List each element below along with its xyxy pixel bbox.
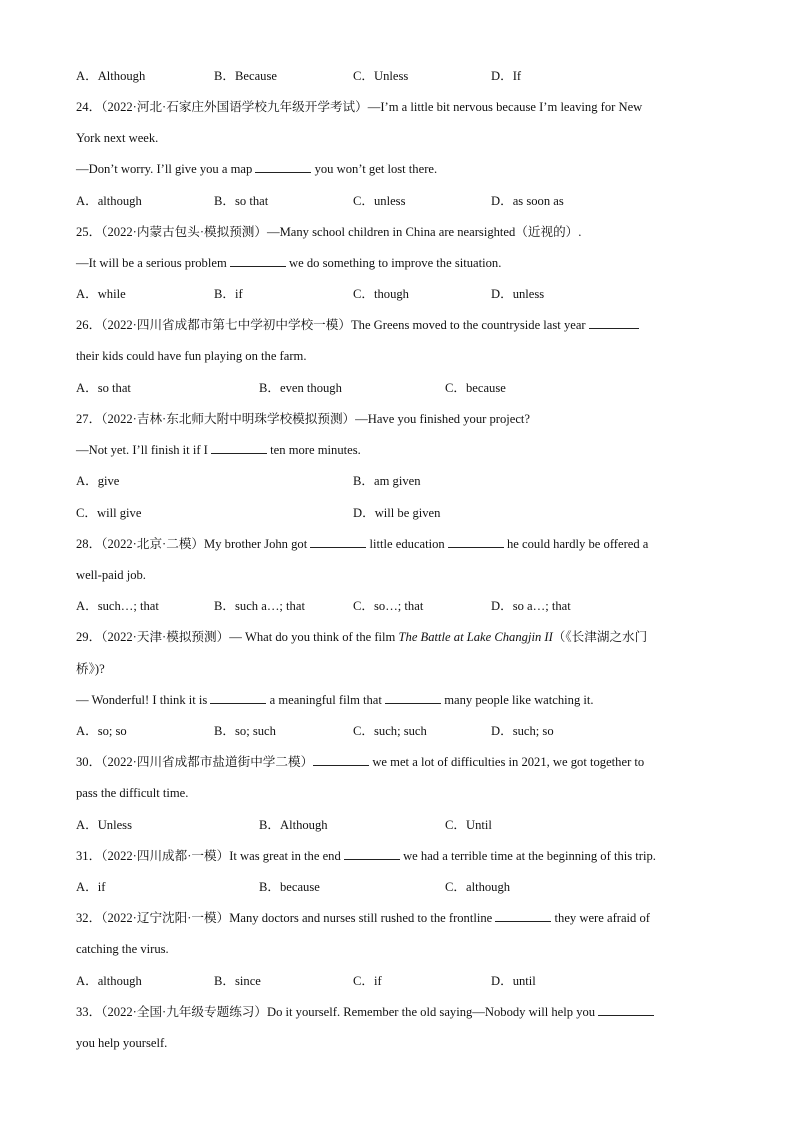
answer-blank[interactable] [255,161,311,173]
q28-option-d[interactable]: D．so a…; that [491,599,571,613]
q29-stem-line1: 29．（2022·天津·模拟预测）— What do you think of the film The Battle at Lake Changjin II（《长津湖之水门 [76,630,648,644]
q29-stem-line2: 桥》)? [76,662,105,676]
q25-option-c[interactable]: C．though [353,287,409,301]
q27-option-c[interactable]: C．will give [76,506,142,520]
q27-stem-line1: 27．（2022·吉林·东北师大附中明珠学校模拟预测）—Have you finished your project? [76,412,531,426]
q30-option-b[interactable]: B．Although [259,818,328,832]
q27-option-b[interactable]: B．am given [353,474,421,488]
q31-option-a[interactable]: A．if [76,880,106,894]
q23-option-d[interactable]: D．If [491,69,522,83]
q30-option-c[interactable]: C．Until [445,818,492,832]
q26-option-a[interactable]: A．so that [76,381,131,395]
q23-option-a[interactable]: A．Although [76,69,146,83]
q27-option-d[interactable]: D．will be given [353,506,441,520]
q32-option-a[interactable]: A．although [76,974,142,988]
q29-option-b[interactable]: B．so; such [214,724,276,738]
q29-stem-line3: — Wonderful! I think it is a meaningful film that many people like watching it. [76,693,594,707]
answer-blank[interactable] [210,692,266,704]
q24-option-d[interactable]: D．as soon as [491,194,564,208]
film-title: The Battle at Lake Changjin II [398,630,553,644]
q29-option-d[interactable]: D．such; so [491,724,554,738]
q33-stem-line1: 33．（2022·全国·九年级专题练习）Do it yourself. Remember the old saying—Nobody will help you [76,1004,726,1020]
q26-stem-line1: 26．（2022·四川省成都市第七中学初中学校一模）The Greens moved to the countryside last year [76,317,726,333]
q28-option-b[interactable]: B．such a…; that [214,599,305,613]
q24-stem-line2: York next week. [76,131,159,145]
q24-stem-line3: —Don’t worry. I’ll give you a map you won’t get lost there. [76,162,438,176]
q25-option-a[interactable]: A．while [76,287,126,301]
q25-stem-line1: 25．（2022·内蒙古包头·模拟预测）—Many school children in China are nearsighted（近视的）. [76,225,582,239]
answer-blank[interactable] [598,1004,654,1016]
q33-stem-line2: you help yourself. [76,1036,168,1050]
q23-option-b[interactable]: B．Because [214,69,277,83]
q31-stem-line1: 31．（2022·四川成都·一模）It was great in the end we had a terrible time at the beginning of this trip. [76,849,656,863]
q28-option-a[interactable]: A．such…; that [76,599,159,613]
answer-blank[interactable] [495,910,551,922]
q30-option-a[interactable]: A．Unless [76,818,132,832]
q28-stem-line1: 28．（2022·北京·二模）My brother John got little education he could hardly be offered a [76,537,649,551]
answer-blank[interactable] [211,442,267,454]
answer-blank[interactable] [385,692,441,704]
q28-option-c[interactable]: C．so…; that [353,599,424,613]
answer-blank[interactable] [313,754,369,766]
q24-option-a[interactable]: A．although [76,194,142,208]
q25-option-b[interactable]: B．if [214,287,243,301]
q32-option-c[interactable]: C．if [353,974,382,988]
q32-stem-line1: 32．（2022·辽宁沈阳·一模）Many doctors and nurses still rushed to the frontline they were afraid of [76,911,650,925]
q32-option-d[interactable]: D．until [491,974,536,988]
q24-stem-line1: 24．（2022·河北·石家庄外国语学校九年级开学考试）—I’m a little bit nervous because I’m leaving for New [76,100,643,114]
q32-stem-line2: catching the virus. [76,942,169,956]
answer-blank[interactable] [230,255,286,267]
q32-option-b[interactable]: B．since [214,974,261,988]
q25-option-d[interactable]: D．unless [491,287,545,301]
q31-option-b[interactable]: B．because [259,880,320,894]
q30-stem-line2: pass the difficult time. [76,786,189,800]
q26-stem-line2: their kids could have fun playing on the farm. [76,349,307,363]
answer-blank[interactable] [344,848,400,860]
q30-stem-line1: 30．（2022·四川省成都市盐道街中学二模） we met a lot of difficulties in 2021, we got together to [76,755,645,769]
q27-option-a[interactable]: A．give [76,474,120,488]
q29-option-a[interactable]: A．so; so [76,724,127,738]
q26-option-b[interactable]: B．even though [259,381,342,395]
q28-stem-line2: well-paid job. [76,568,146,582]
answer-blank[interactable] [589,317,639,329]
q27-stem-line2: —Not yet. I’ll finish it if I ten more minutes. [76,443,361,457]
q24-option-b[interactable]: B．so that [214,194,269,208]
q26-option-c[interactable]: C．because [445,381,506,395]
q24-option-c[interactable]: C．unless [353,194,406,208]
q31-option-c[interactable]: C．although [445,880,511,894]
q29-option-c[interactable]: C．such; such [353,724,427,738]
q25-stem-line2: —It will be a serious problem we do something to improve the situation. [76,256,502,270]
q23-option-c[interactable]: C．Unless [353,69,409,83]
answer-blank[interactable] [310,536,366,548]
answer-blank[interactable] [448,536,504,548]
